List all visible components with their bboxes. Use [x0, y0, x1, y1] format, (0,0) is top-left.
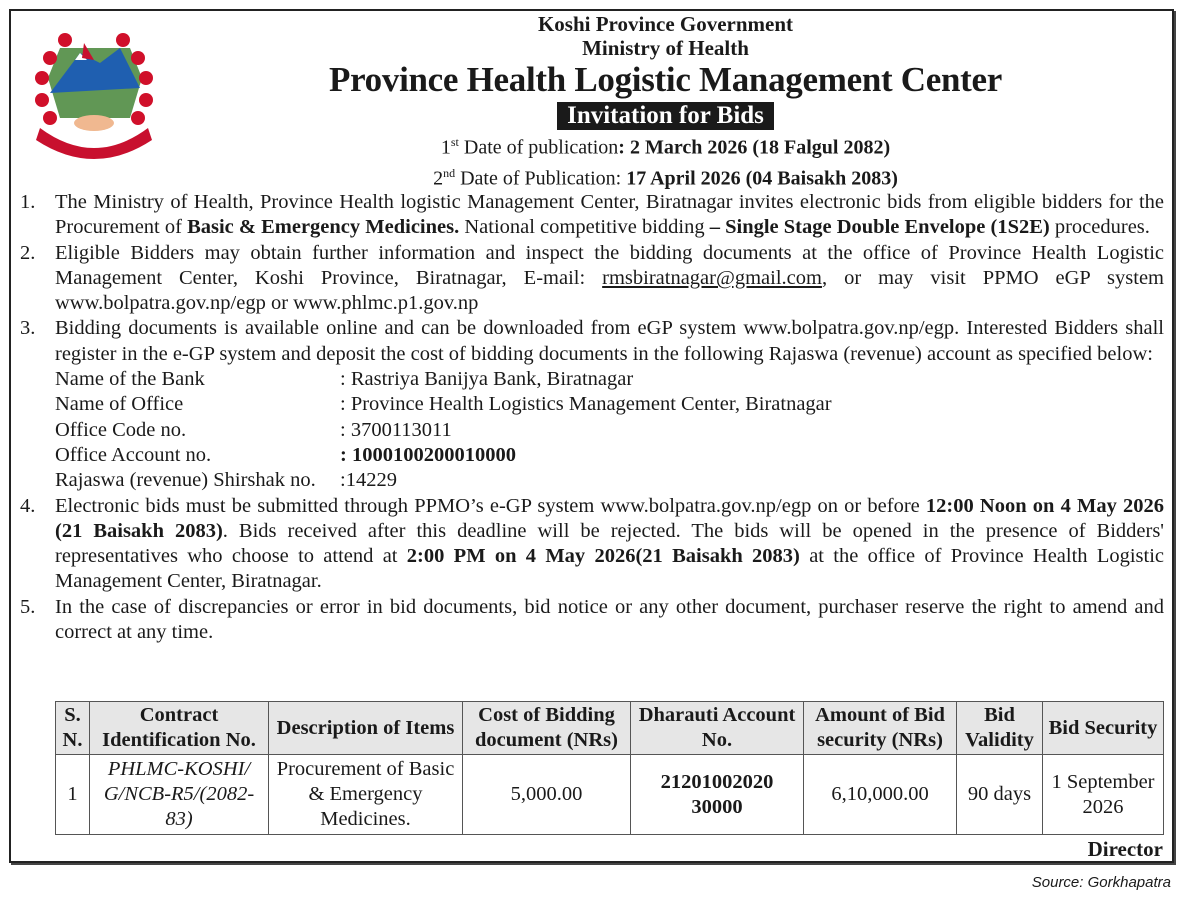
email-link[interactable]: rmsbiratnagar@gmail.com: [602, 266, 822, 289]
list-item: 3. Bidding documents is available online and can be downloaded from eGP system www.bolpatra.gov.np/egp. Interested Bidders shall register in the e-GP system and deposit the cost of bidding documents in the following Rajaswa (revenue) account as specified below: Name of the Bank : Rastriya Banijya Bank, Biratnagar Name of Office : Province Health Logistics Management Center, Biratnagar Office Code no. : 3700113011 Office Account no. : 1000100200010000 Rajaswa (revenue) Shirshak no. :14229: [20, 316, 1164, 493]
signature-director: Director: [1087, 837, 1163, 861]
list-item: 5. In the case of discrepancies or error in bid documents, bid notice or any other document, purchaser reserve the right to amend and correct at any time.: [20, 595, 1164, 644]
account-details: Name of the Bank : Rastriya Banijya Bank, Biratnagar Name of Office : Province Health Logistics Management Center, Biratnagar Office Code no. : 3700113011 Office Account no. : 1000100200010000 Rajaswa (revenue) Shirshak no. :14229: [55, 368, 832, 492]
list-item: 4. Electronic bids must be submitted through PPMO’s e-GP system www.bolpatra.gov.np/egp on or before 12:00 Noon on 4 May 2026 (21 Baisakh 2083). Bids received after this deadline will be rejected. The bids will be opened in the presence of Bidders' representatives who choose to attend at 2:00 PM on 4 May 2026(21 Baisakh 2083) at the office of Province Health Logistic Management Center, Biratnagar.: [20, 494, 1165, 593]
center-title: Province Health Logistic Management Center: [329, 60, 1002, 99]
source-credit: Source: Gorkhapatra: [1031, 874, 1171, 891]
invitation-banner: Invitation for Bids: [557, 102, 774, 130]
list-item: 1. The Ministry of Health, Province Health logistic Management Center, Biratnagar invites electronic bids from eligible bidders for the Procurement of Basic & Emergency Medicines. National competitive bidding – Single Stage Double Envelope (1S2E) procedures.: [20, 191, 1164, 239]
notice-header: [170, 12, 1161, 191]
table-row: 1 PHLMC-KOSHI/ G/NCB-R5/(2082-83) Procurement of Basic & Emergency Medicines. 5,000.00 21201002020 30000 6,10,000.00 90 days 1 September 2026: [56, 755, 1164, 835]
notice-body: [20, 190, 1164, 645]
list-item: 2. Eligible Bidders may obtain further information and inspect the bidding documents at the office of Province Health Logistic Management Center, Koshi Province, Biratnagar, E-mail: rmsbiratnagar@gmail.com, or may visit PPMO eGP system www.bolpatra.gov.np/egp or www.phlmc.p1.gov.np: [20, 241, 1165, 315]
ministry-name: Ministry of Health: [582, 36, 749, 60]
government-name: Koshi Province Government: [537, 12, 794, 36]
second-publication-date: 2nd Date of Publication: 17 April 2026 (04 Baisakh 2083): [433, 165, 898, 190]
bid-table: [55, 701, 1164, 835]
table-header-row: S. N. Contract Identification No. Description of Items Cost of Bidding document (NRs) Dharauti Account No. Amount of Bid security (NRs) Bid Validity Bid Security: [56, 702, 1164, 755]
first-publication-date: 1st Date of publication: 2 March 2026 (18 Falgul 2082): [440, 135, 891, 159]
nepal-emblem-logo: [20, 18, 168, 160]
